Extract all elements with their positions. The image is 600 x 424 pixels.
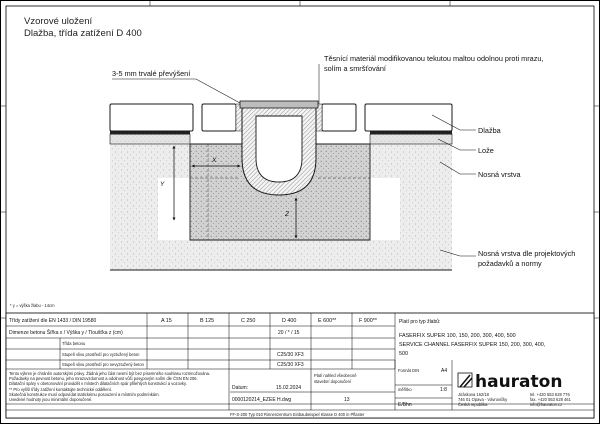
callout-sealant-line1: Těsnící materiál modifikovanou tekutou maltou odolnou proti mrazu, bbox=[324, 54, 544, 63]
class-c250: C 250 bbox=[241, 318, 256, 324]
validity-line2: stavební doporučení bbox=[314, 379, 352, 384]
dim-z-label: Z bbox=[285, 211, 289, 218]
product-line1: FASERFIX SUPER 100, 150, 200, 300, 400, 500 bbox=[399, 333, 516, 339]
date-value: 15.02.2024 bbox=[276, 385, 302, 391]
company-tel: tel. +420 553 628 776 bbox=[530, 392, 570, 397]
note-line6: Uvedené hodnoty jsou minimální doporučené. bbox=[9, 397, 93, 402]
doc-number: 0000120214_EZEE H.dwg bbox=[232, 397, 292, 403]
scale-label: měřítko bbox=[398, 387, 412, 392]
company-name: hauraton bbox=[475, 372, 563, 392]
cross-section bbox=[110, 101, 452, 270]
row-concrete-grade-label: Třída betonu bbox=[62, 341, 86, 346]
note-line2: Požadavky na pevnost betonu, jeho mrazuvzdornost a odolnost vůči posypovým solím dle ČSN EN 206. bbox=[9, 376, 198, 381]
d400-exposure: C25/30 XF3 bbox=[277, 352, 304, 358]
callout-subbase-line2: požadavků a normy bbox=[478, 259, 542, 268]
drawing-title-line1: Vzorové uložení bbox=[24, 16, 93, 27]
note-line1: Tento výkres je chráněn autorskými právy. Žádná jeho část nesmí být bez písemného souhlasu rozmnožována. bbox=[9, 371, 211, 376]
class-d400: D 400 bbox=[282, 318, 297, 324]
class-f900: F 900** bbox=[359, 318, 377, 324]
sheet-number: 13 bbox=[344, 397, 350, 403]
callout-bedding-text: Lože bbox=[478, 146, 494, 155]
drawing-title-line2: Dlažba, třída zatížení D 400 bbox=[24, 28, 142, 39]
class-a15: A 15 bbox=[161, 318, 172, 324]
note-line3: Dilatační spáry v obetonování provádět v místech dilatačních spár přilehlých konstrukcí a vozovky. bbox=[9, 381, 187, 386]
callout-subbase-line1: Nosná vrstva dle projektových bbox=[478, 249, 576, 258]
d400-other: C25/30 XF3 bbox=[277, 362, 304, 368]
product-line3: 500 bbox=[399, 351, 408, 357]
drawing-footnote: * y = výška žlabu - 14cm bbox=[10, 303, 55, 308]
row-concrete-label: Dimenze betonu Šířka x / Výška y / Tloušťka z (cm) bbox=[9, 330, 123, 336]
language-code: E/Bhn bbox=[398, 402, 412, 408]
d400-concrete-dims: 20 / * / 15 bbox=[278, 330, 300, 336]
dim-x-label: X bbox=[212, 157, 217, 164]
row-standard-label: Třídy zatížení dle EN 1433 / DIN 19580 bbox=[9, 318, 97, 324]
date-label: Datum: bbox=[232, 385, 249, 391]
note-line5: Skutečná konstrukce musí odpovídat statickému posouzení a místním podmínkám. bbox=[9, 392, 160, 397]
footer-caption: FF-S-200 Typ 010 Rinnenzentrum Einbaubeispiel Klasse D 400 in Pflaster bbox=[230, 412, 365, 417]
class-e600: E 600** bbox=[318, 318, 337, 324]
company-fax: fax. +420 553 628 461 bbox=[530, 397, 571, 402]
scale-value: 1:8 bbox=[440, 387, 447, 393]
channel-grate bbox=[240, 101, 318, 108]
drainage-channel bbox=[240, 101, 318, 195]
callout-base-text: Nosná vrstva bbox=[478, 170, 521, 179]
class-b125: B 125 bbox=[200, 318, 215, 324]
dim-y-label: Y bbox=[160, 181, 165, 188]
validity-line1: Platí nahled všeobecně bbox=[314, 373, 357, 378]
format-value: A4 bbox=[441, 368, 448, 374]
logo-mark-icon bbox=[458, 373, 472, 387]
product-line2: SERVICE CHANNEL FASERFIX SUPER 150, 200, 300, 400, bbox=[399, 342, 546, 348]
company-country: Česká republika bbox=[458, 402, 488, 407]
callout-paving-text: Dlažba bbox=[478, 126, 501, 135]
title-block bbox=[6, 313, 594, 418]
callout-sealant-line2: solím a smršťování bbox=[324, 64, 386, 73]
callout-overfill-text: 3-5 mm trvalé převýšení bbox=[112, 69, 191, 78]
row-other-label: Stupeň vlivu prostředí pro nevyztužený beton bbox=[62, 362, 144, 367]
company-city: 746 01 Opava - Vávrovičky bbox=[458, 397, 508, 402]
bedding-layer-left bbox=[110, 134, 190, 144]
product-heading: Platí pro typ žlabů: bbox=[399, 319, 441, 325]
bedding-layer-right bbox=[370, 134, 452, 144]
company-mail: info@hauraton.cz bbox=[530, 402, 563, 407]
row-exposure-label: Stupeň vlivu prostředí pro vyztužený beton bbox=[62, 352, 140, 357]
company-street: Jiráskova 162/18 bbox=[458, 392, 489, 397]
format-label: Formát DIN bbox=[398, 368, 420, 373]
note-line4: ** Pro vyšší třídy zatížení kontaktujte technické oddělení. bbox=[9, 387, 113, 392]
